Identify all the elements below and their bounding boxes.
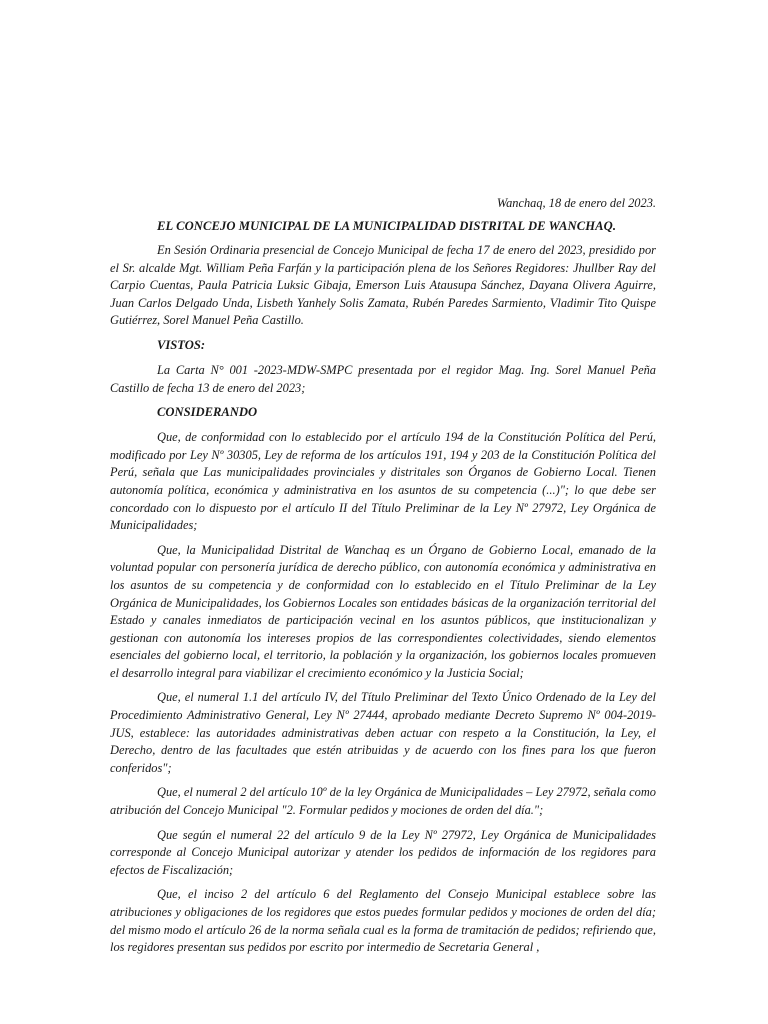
considerando-heading: CONSIDERANDO (157, 405, 258, 420)
date-line: Wanchaq, 18 de enero del 2023. (496, 196, 656, 210)
vistos-heading: VISTOS: (157, 337, 206, 352)
vistos-paragraph: La Carta N° 001 -2023-MDW-SMPC presentada por el regidor Mag. Ing. Sorel Manuel Peña Castillo de fecha 13 de enero del 2023; (110, 362, 656, 395)
intro-paragraph: En Sesión Ordinaria presencial de Concejo Municipal de fecha 17 de enero del 2023, presidido por el Sr. alcalde Mgt. William Peña Farfán y la participación plena de los Señores Regidores: Jhullber Ray del Carpio Cuentas, Paula Patricia Luksic Gibaja, Emerson Luis Atausupa Sánchez, Dayana Olivera Aguirre, Juan Carlos Delgado Unda, Lisbeth Yanhely Solis Zamata, Rubén Paredes Sarmiento, Vladimir Tito Quispe Gutiérrez, Sorel Manuel Peña Castillo. (110, 243, 656, 328)
considerando-paragraph: Que, el numeral 2 del artículo 10º de la ley Orgánica de Municipalidades – Ley 27972, señala como atribución del Concejo Municipal "2. Formular pedidos y mociones de orden del día."; (110, 785, 656, 818)
council-title: EL CONCEJO MUNICIPAL DE LA MUNICIPALIDAD DISTRITAL DE WANCHAQ. (157, 219, 617, 233)
considerando-paragraph: Que, la Municipalidad Distrital de Wanchaq es un Órgano de Gobierno Local, emanado de la voluntad popular con personería jurídica de derecho público, con autonomía económica y administrativa en los asuntos de su competencia y de conformidad con lo establecido en el Título Preliminar de la Ley Orgánica de Municipalidades, los Gobiernos Locales son entidades básicas de la organización territorial del Estado y canales inmediatos de participación vecinal en los asuntos públicos, que institucionalizan y gestionan con autonomía los intereses propios de las correspondientes colectividades, siendo elementos esenciales del gobierno local, el territorio, la población y la organización, los gobiernos locales promueven el desarrollo integral para viabilizar el crecimiento económico y la Justicia Social; (110, 542, 656, 680)
considerando-paragraph: Que, el inciso 2 del artículo 6 del Reglamento del Consejo Municipal establece sobre las atribuciones y obligaciones de los regidores que estos puedes formular pedidos y mociones de orden del día; del mismo modo el artículo 26 de la norma señala cual es la forma de tramitación de pedidos; refiriendo que, los regidores presentan sus pedidos por escrito por intermedio de Secretaria General , (110, 887, 656, 955)
considerando-paragraph: Que, de conformidad con lo establecido por el artículo 194 de la Constitución Política del Perú, modificado por Ley Nº 30305, Ley de reforma de los artículos 191, 194 y 203 de la Constitución Política del Perú, señala que Las municipalidades provinciales y distritales son Órganos de Gobierno Local. Tienen autonomía política, económica y administrativa en los asuntos de su competencia (...)"; lo que debe ser concordado con lo dispuesto por el artículo II del Título Preliminar de la Ley Nº 27972, Ley Orgánica de Municipalidades; (110, 430, 656, 533)
considerando-paragraph: Que, el numeral 1.1 del artículo IV, del Título Preliminar del Texto Único Ordenado de la Ley del Procedimiento Administrativo General, Ley Nº 27444, aprobado mediante Decreto Supremo Nº 004-2019-JUS, establece: las autoridades administrativas deben actuar con respeto a la Constitución, la Ley, el Derecho, dentro de las facultades que estén atribuidas y de acuerdo con los fines para los que fueron conferidos"; (110, 690, 656, 775)
considerando-paragraph: Que según el numeral 22 del artículo 9 de la Ley Nº 27972, Ley Orgánica de Municipalidades corresponde al Concejo Municipal autorizar y atender los pedidos de información de los regidores para efectos de Fiscalización; (110, 827, 656, 877)
